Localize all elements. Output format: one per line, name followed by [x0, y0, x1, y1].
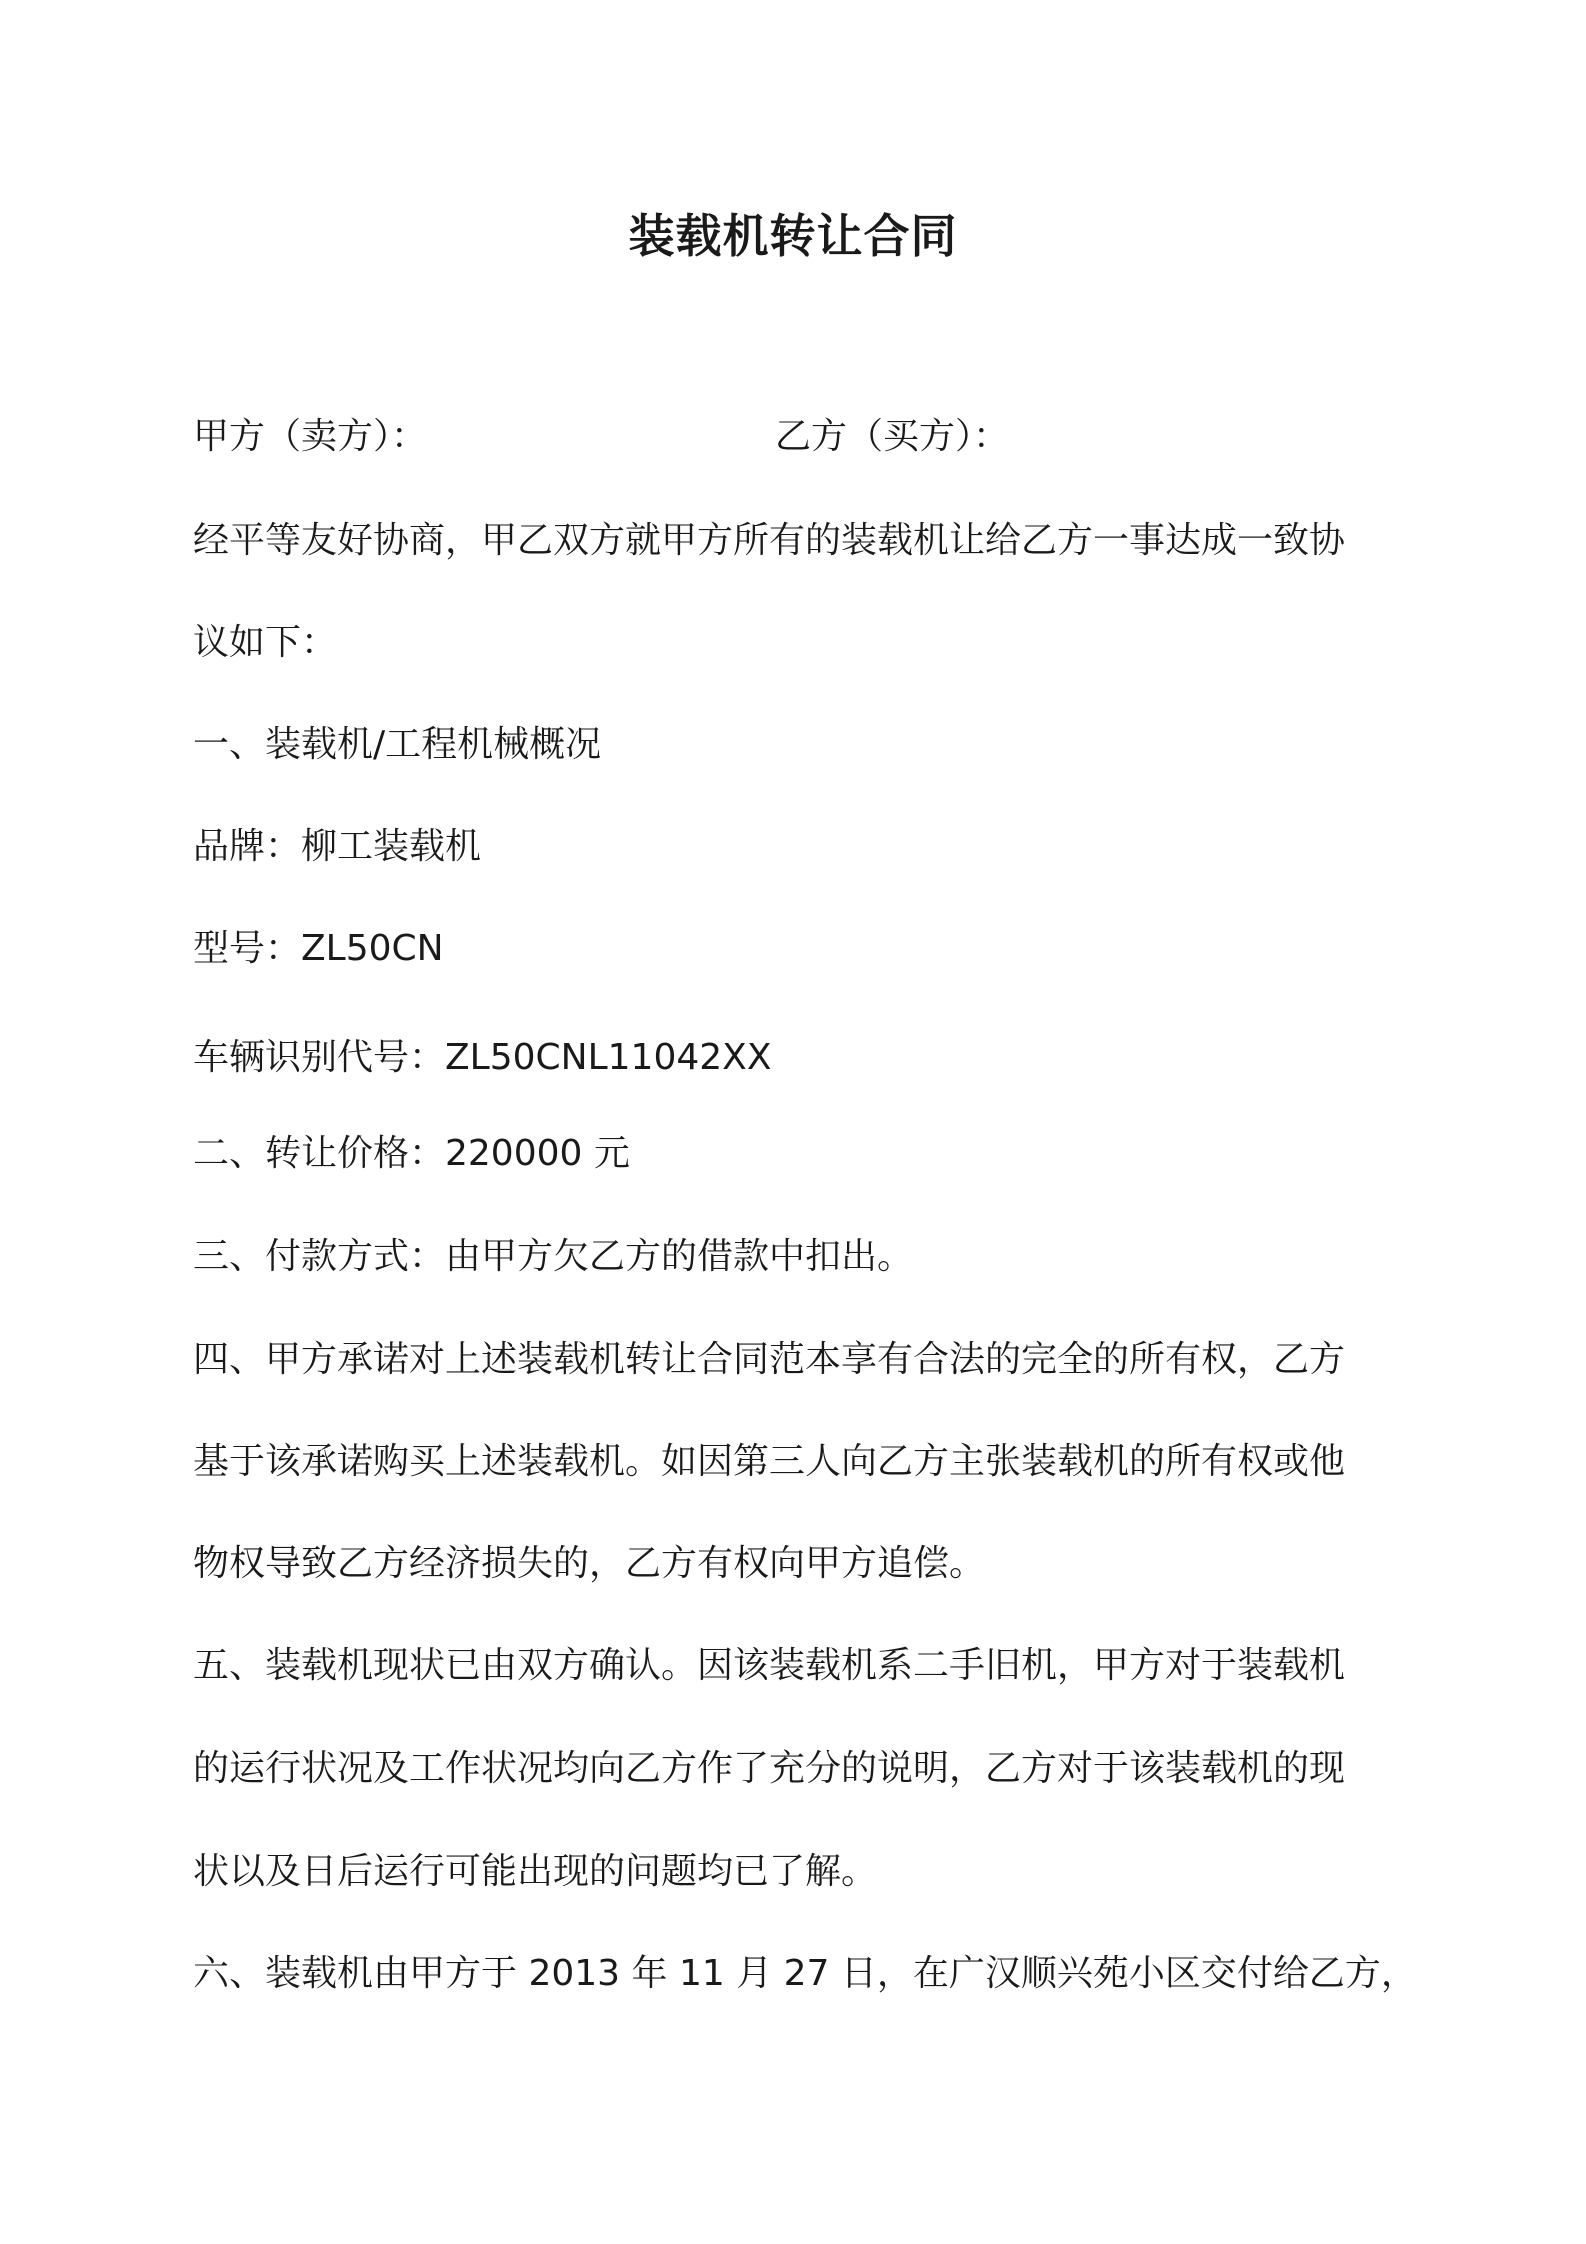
section4-line-3: 物权导致乙方经济损失的，乙方有权向甲方追偿。: [193, 1543, 986, 1584]
section5-line-1: 五、装载机现状已由双方确认。因该装载机系二手旧机，甲方对于装载机: [193, 1645, 1346, 1686]
section5-line-2: 的运行状况及工作状况均向乙方作了充分的说明，乙方对于该装载机的现: [193, 1748, 1346, 1789]
brand-line: 品牌：柳工装载机: [193, 826, 482, 867]
section5-line-3: 状以及日后运行可能出现的问题均已了解。: [193, 1851, 878, 1892]
intro-line-1: 经平等友好协商，甲乙双方就甲方所有的装载机让给乙方一事达成一致协: [193, 520, 1346, 561]
section4-line-1: 四、甲方承诺对上述装载机转让合同范本享有合法的完全的所有权，乙方: [193, 1339, 1346, 1380]
party-b-label: 乙方（买方）：: [775, 416, 1010, 457]
section6-line-1: 六、装载机由甲方于 2013 年 11 月 27 日，在广汉顺兴苑小区交付给乙方，: [193, 1953, 1417, 1994]
intro-line-2: 议如下：: [193, 622, 338, 663]
document-title: 装载机转让合同: [628, 209, 958, 263]
section4-line-2: 基于该承诺购买上述装载机。如因第三人向乙方主张装载机的所有权或他: [193, 1441, 1346, 1482]
section1-heading: 一、装载机/工程机械概况: [193, 724, 602, 765]
section3-payment: 三、付款方式：由甲方欠乙方的借款中扣出。: [193, 1236, 914, 1277]
model-line: 型号：ZL50CN: [193, 928, 444, 969]
section2-price: 二、转让价格：220000 元: [193, 1133, 630, 1174]
party-a-label: 甲方（卖方）：: [193, 416, 428, 457]
vin-line: 车辆识别代号：ZL50CNL11042XX: [193, 1037, 772, 1078]
